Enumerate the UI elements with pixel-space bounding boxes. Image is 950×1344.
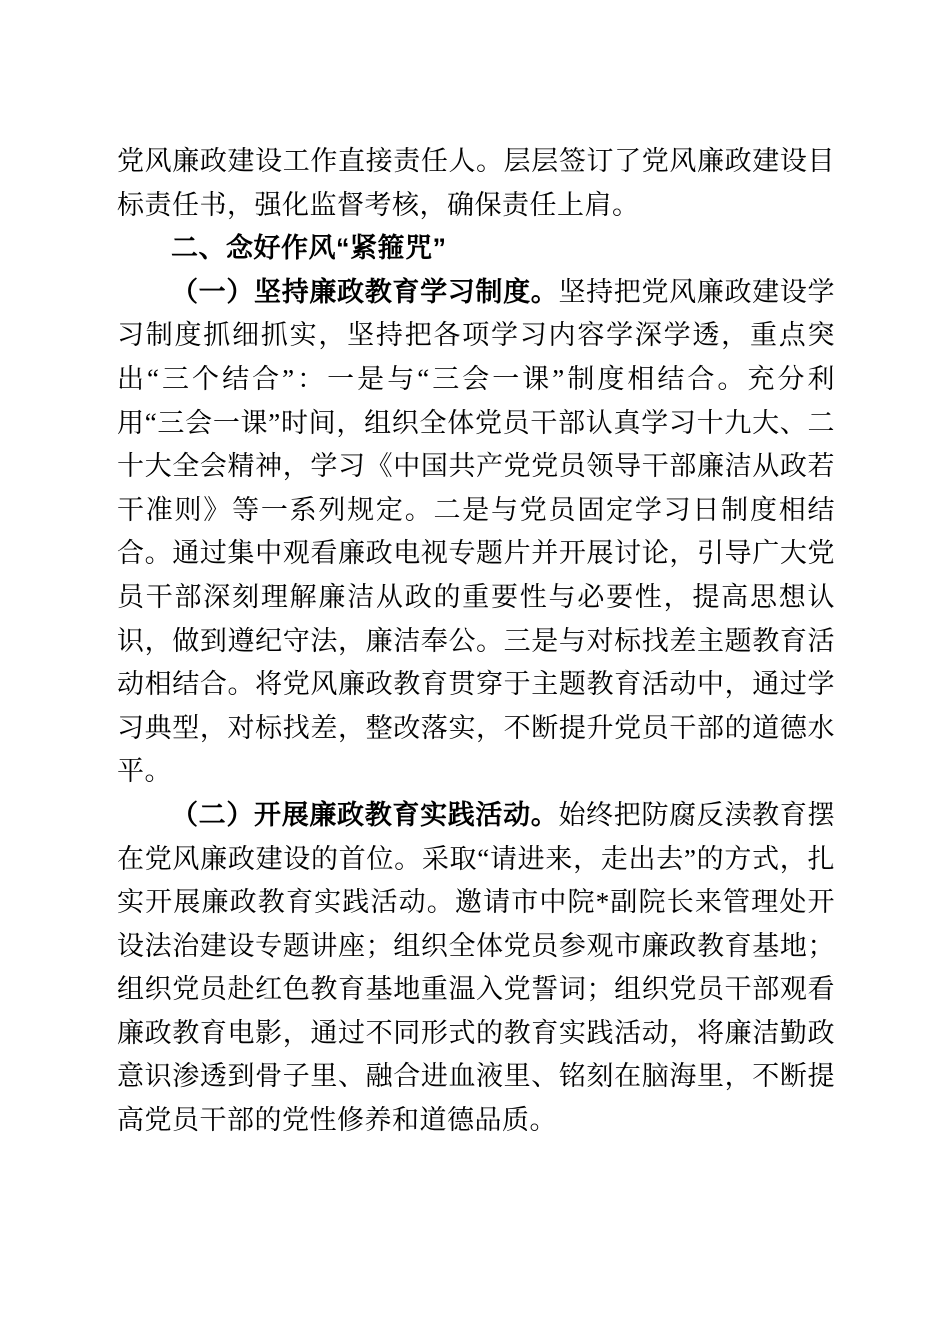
paragraph-2 <box>117 794 835 1143</box>
paragraph-2-lead: （二）开展廉政教育实践活动。 <box>171 799 559 830</box>
paragraph-1-lead: （一）坚持廉政教育学习制度。 <box>171 276 559 307</box>
document-content <box>117 140 835 1143</box>
paragraph-2-text: 始终把防腐反渎教育摆在党风廉政建设的首位。采取“请进来，走出去”的方式，扎实开展廉政教育实践活动。邀请市中院*副院长来管理处开设法治建设专题讲座；组织全体党员参观市廉政教育基地；组织党员赴红色教育基地重温入党誓词；组织党员干部观看廉政教育电影，通过不同形式的教育实践活动，将廉洁勤政意识渗透到骨子里、融合进血液里、铭刻在脑海里，不断提高党员干部的党性修养和道德品质。 <box>117 799 836 1136</box>
paragraph-1 <box>117 271 835 794</box>
paragraph-1-text: 坚持把党风廉政建设学习制度抓细抓实，坚持把各项学习内容学深学透，重点突出“三个结合”：一是与“三会一课”制度相结合。充分利用“三会一课”时间，组织全体党员干部认真学习十九大、二十大全会精神，学习《中国共产党党员领导干部廉洁从政若干准则》等一系列规定。二是与党员固定学习日制度相结合。通过集中观看廉政电视专题片并开展讨论，引导广大党员干部深刻理解廉洁从政的重要性与必要性，提高思想认识，做到遵纪守法，廉洁奉公。三是与对标找差主题教育活动相结合。将党风廉政教育贯穿于主题教育活动中，通过学习典型，对标找差，整改落实，不断提升党员干部的道德水平。 <box>117 276 836 787</box>
section-heading: 二、念好作风“紧箍咒” <box>171 233 447 264</box>
paragraph-continuation: 党风廉政建设工作直接责任人。层层签订了党风廉政建设目标责任书，强化监督考核，确保责任上肩。 <box>117 146 835 220</box>
